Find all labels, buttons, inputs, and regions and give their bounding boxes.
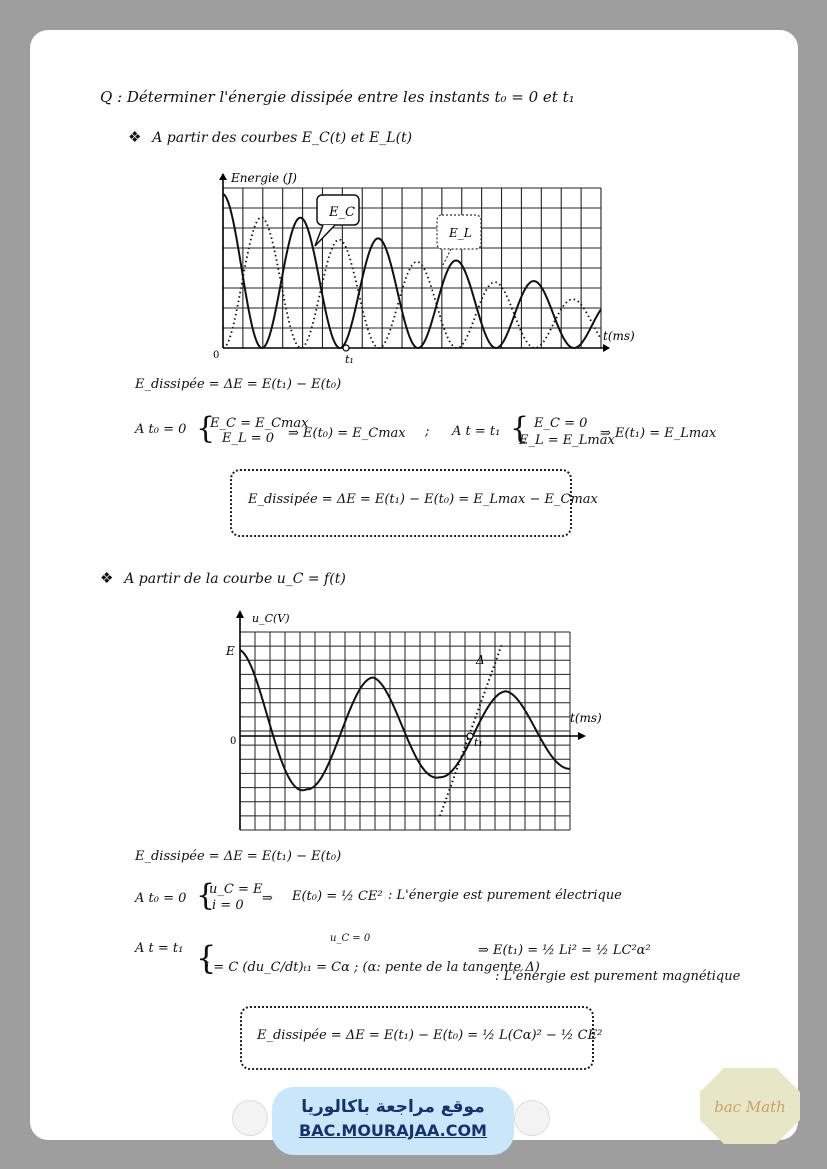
s1-at-t0-line2: E_L = 0: [222, 431, 275, 446]
uc-chart: [222, 606, 622, 836]
s2-at-t1-label: A t = t₁: [135, 941, 184, 956]
s1-at-t0-result: ⇒ E(t₀) = E_Cmax: [288, 426, 406, 441]
s2-at-t0-result: E(t₀) = ½ CE²: [292, 889, 383, 904]
ec-callout: [315, 195, 359, 246]
brace-icon: {: [196, 939, 217, 977]
site-logo-icon: [514, 1100, 550, 1136]
x-axis-arrow-icon: [603, 344, 610, 352]
energy-chart: [205, 170, 635, 370]
brace-icon: {: [196, 411, 216, 446]
t1-point: [467, 733, 473, 739]
energy-chart-ylabel: Energie (J): [231, 171, 297, 185]
energy-chart-t1-label: t₁: [345, 353, 354, 366]
y-axis-arrow-icon: [219, 173, 227, 180]
s1-at-t1-result: ⇒ E(t₁) = E_Lmax: [600, 426, 717, 441]
s2-at-t1-line1: u_C = 0: [330, 933, 371, 944]
question-line: [100, 88, 575, 106]
ec-callout-label: E_C: [329, 205, 355, 220]
ec-curve: [223, 194, 601, 348]
section1-title: A partir des courbes E_C(t) et E_L(t): [152, 130, 413, 146]
question-text: Déterminer l'énergie dissipée entre les instants t₀ = 0 et t₁: [126, 88, 575, 106]
s2-at-t0-line1: u_C = E: [209, 882, 263, 897]
site-logo-icon: [232, 1100, 268, 1136]
s2-at-t0-note: : L'énergie est purement électrique: [388, 888, 622, 903]
section2-heading: [100, 569, 346, 587]
uc-chart-E-marker: E: [226, 644, 235, 658]
energy-chart-grid: [223, 188, 601, 348]
uc-chart-ylabel: u_C(V): [252, 612, 290, 625]
question-prefix: Q :: [100, 88, 123, 106]
uc-chart-origin: 0: [230, 736, 237, 747]
section2-title: A partir de la courbe u_C = f(t): [124, 571, 346, 587]
s1-at-t1-line1: E_C = 0: [534, 416, 588, 431]
el-callout-label: E_L: [449, 226, 472, 240]
s2-at-t0-label: A t₀ = 0: [135, 891, 187, 906]
s2-boxed-eq: E_dissipée = ΔE = E(t₁) − E(t₀) = ½ L(Cα)² − ½ CE²: [257, 1028, 603, 1043]
bullet-icon: ❖: [128, 128, 142, 146]
energy-chart-xlabel: t(ms): [603, 329, 635, 343]
tangent-line: [440, 644, 502, 816]
x-axis-arrow-icon: [578, 732, 586, 740]
energy-chart-origin: 0: [213, 350, 220, 361]
brace-icon: {: [510, 411, 530, 446]
s1-eq-dissipated: E_dissipée = ΔE = E(t₁) − E(t₀): [135, 377, 342, 392]
s1-boxed-eq: E_dissipée = ΔE = E(t₁) − E(t₀) = E_Lmax − E_Cmax: [248, 492, 598, 507]
footer-url-link[interactable]: BAC.MOURAJAA.COM: [299, 1121, 487, 1140]
bac-math-logo-text: bac Math: [714, 1098, 786, 1116]
section1-heading: [128, 128, 412, 146]
bac-math-logo: [698, 1066, 802, 1146]
s1-at-t0-label: A t₀ = 0: [135, 422, 187, 437]
s2-at-t0-line2: i = 0: [212, 898, 244, 913]
t1-point: [343, 345, 349, 351]
s1-at-t1-label: A t = t₁: [452, 424, 501, 439]
bullet-icon: ❖: [100, 569, 114, 587]
s2-eq-dissipated: E_dissipée = ΔE = E(t₁) − E(t₀): [135, 849, 342, 864]
s2-at-t1-note: : L'énergie est purement magnétique: [495, 969, 741, 984]
s2-at-t0-arrow: ⇒: [262, 891, 273, 906]
s2-at-t1-result: ⇒ E(t₁) = ½ Li² = ½ LC²α²: [478, 943, 651, 958]
y-axis-arrow-icon: [236, 610, 244, 618]
uc-chart-axes: [236, 610, 586, 830]
s2-at-t1-line2: i = C (du_C/dt)ₜ₁ = Cα ; (α: pente de la tangente Δ): [205, 960, 540, 975]
brace-icon: {: [196, 878, 216, 913]
uc-chart-tangent-label: Δ: [476, 653, 485, 667]
footer-arabic-title: موقع مراجعة باكالوريا: [301, 1097, 485, 1117]
uc-chart-t1-label: t₁: [474, 736, 483, 749]
footer-banner[interactable]: [272, 1087, 514, 1155]
s1-at-t1-line2: E_L = E_Lmax: [519, 433, 615, 448]
s1-at-t0-line1: E_C = E_Cmax: [210, 416, 309, 431]
uc-chart-xlabel: t(ms): [570, 711, 602, 725]
s1-separator: ;: [425, 424, 430, 439]
el-callout: [437, 215, 481, 265]
